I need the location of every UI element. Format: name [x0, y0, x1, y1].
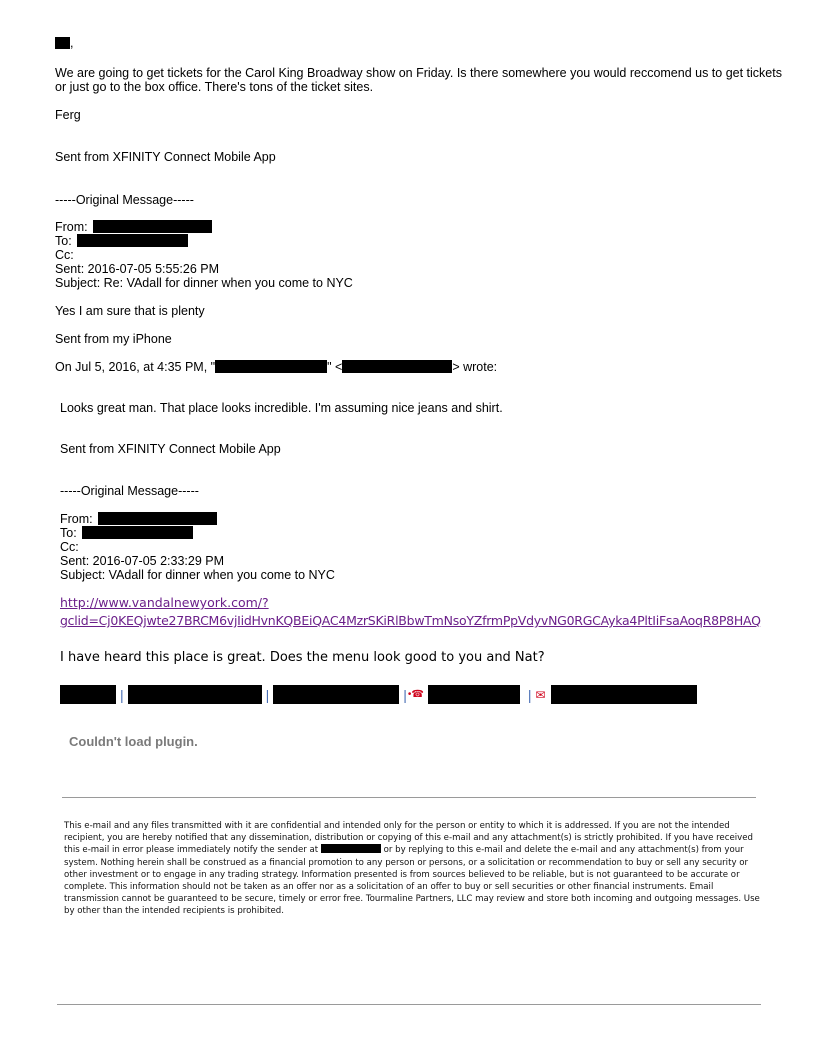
quoted-sent-line: Sent: 2016-07-05 2:33:29 PM	[60, 554, 225, 568]
quoted-body: Looks great man. That place looks incredible. I'm assuming nice jeans and shirt.	[60, 401, 503, 415]
original-message-separator: -----Original Message-----	[55, 193, 194, 207]
redacted-sig-name	[60, 685, 116, 704]
redacted-sender	[98, 512, 217, 525]
envelope-icon: ✉	[535, 687, 546, 702]
divider: |	[120, 686, 124, 703]
legal-disclaimer: This e-mail and any files transmitted with it are confidential and intended only for the person or entity to which it is addressed. If you are not the intended recipient, you are hereby notified that any dissemination, distribution or copying of this e-mail and any attachment(s) is strictly prohibited. If you have received this e-mail in error please immediately notify the sender at or by replying to this e-mail and delete the e-mail and any attachment(s) from your system. Nothing herein shall be construed as a financial promotion to any person or persons, or a solicitation or recommendation to buy or sell any security or other investment or to engage in any trading strategy. Information presented is from sources believed to be reliable, but is not guaranteed to be accurate or complete. This information should not be taken as an offer nor as a solicitation of an offer to buy or sell securities or other financial instruments. Email transmission cannot be guaranteed to be secure, timely or error free. Tourmaline Partners, LLC may review and store both incoming and outgoing messages. Use by other than the intended recipients is prohibited.	[64, 821, 760, 917]
original-body: I have heard this place is great. Does the menu look good to you and Nat?	[60, 650, 545, 665]
reply-body: Yes I am sure that is plenty	[55, 304, 205, 318]
phone-icon: •☎	[407, 689, 424, 700]
footer-divider	[57, 1004, 761, 1005]
from-line: From:	[55, 220, 212, 234]
quote-header: On Jul 5, 2016, at 4:35 PM, " " < > wrote:	[55, 360, 498, 374]
body-line-2: or just go to the box office. There's tons of the ticket sites.	[55, 80, 374, 94]
cc-line: Cc:	[55, 248, 74, 262]
sent-from: Sent from XFINITY Connect Mobile App	[55, 150, 276, 164]
redacted-recipient	[82, 526, 193, 539]
redacted-sender	[93, 220, 212, 233]
sent-line: Sent: 2016-07-05 5:55:26 PM	[55, 262, 220, 276]
body-line-1: We are going to get tickets for the Carol King Broadway show on Friday. Is there somewhere you would reccomend us to get tickets	[55, 66, 782, 80]
redacted-name	[55, 37, 70, 49]
quoted-to-line: To:	[60, 526, 193, 540]
divider: |	[265, 686, 270, 703]
divider: |	[527, 686, 532, 703]
plugin-error: Couldn't load plugin.	[69, 734, 198, 749]
redacted-contact	[321, 844, 381, 853]
subject-line: Subject: Re: VAdall for dinner when you come to NYC	[55, 276, 353, 290]
vandal-link-line-1[interactable]: http://www.vandalnewyork.com/?	[60, 595, 269, 610]
vandal-link-line-2[interactable]: gclid=Cj0KEQjwte27BRCM6vjIidHvnKQBEiQAC4MzrSKiRlBbwTmNsoYZfrmPpVdyvNG0RGCAyka4PltIiFsaAoqR8P8HAQ	[60, 613, 761, 628]
to-line: To:	[55, 234, 188, 248]
redacted-sig-title	[128, 685, 262, 704]
quoted-separator: -----Original Message-----	[60, 484, 199, 498]
quoted-from-line: From:	[60, 512, 217, 526]
redacted-sig-company	[273, 685, 399, 704]
signature-bar	[60, 685, 697, 704]
divider-line	[62, 797, 756, 798]
quoted-sent-from: Sent from XFINITY Connect Mobile App	[60, 442, 281, 456]
divider: |	[403, 686, 407, 703]
quoted-subject-line: Subject: VAdall for dinner when you come to NYC	[60, 568, 335, 582]
greeting: ,	[55, 36, 73, 50]
sent-from-iphone: Sent from my iPhone	[55, 332, 172, 346]
quoted-cc-line: Cc:	[60, 540, 79, 554]
redacted-email	[342, 360, 452, 373]
redacted-name	[215, 360, 327, 373]
redacted-recipient	[77, 234, 188, 247]
signature: Ferg	[55, 108, 81, 122]
redacted-sig-email	[551, 685, 697, 704]
redacted-sig-phone	[428, 685, 520, 704]
